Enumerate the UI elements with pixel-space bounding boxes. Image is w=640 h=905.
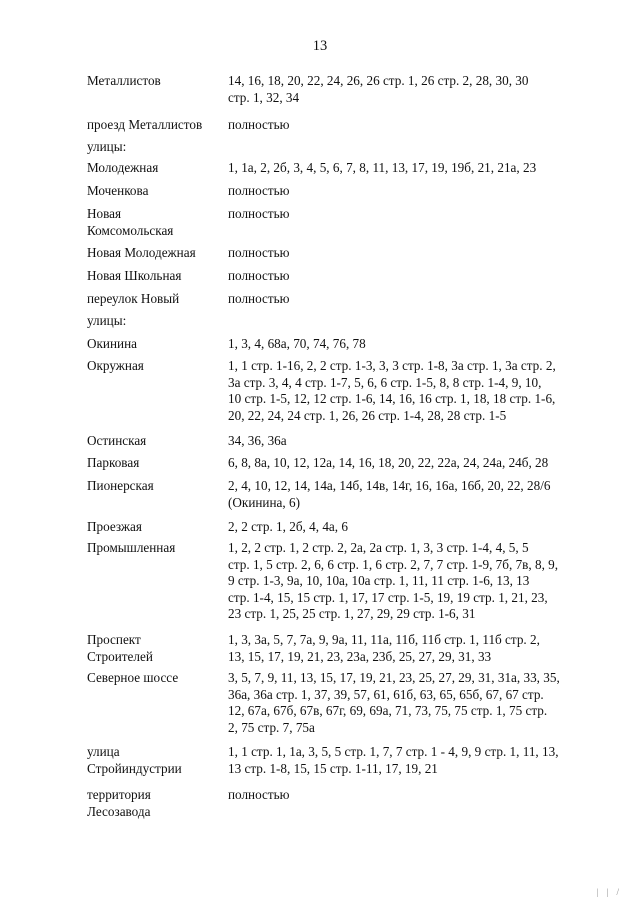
- street-name: проезд Металлистов: [87, 117, 203, 132]
- house-numbers: [228, 519, 613, 536]
- house-numbers: [228, 73, 613, 106]
- house-numbers-line: 6, 8, 8а, 10, 12, 12а, 14, 16, 18, 20, 22, 22а, 24, 24а, 24б, 28: [228, 455, 549, 470]
- house-numbers: [228, 245, 613, 262]
- street-name: Новая Школьная: [87, 268, 182, 283]
- house-numbers: [228, 206, 613, 223]
- house-numbers: [228, 183, 613, 200]
- house-numbers-line: 34, 36, 36а: [228, 433, 287, 448]
- scan-mark: | | /: [596, 887, 622, 897]
- house-numbers: [228, 670, 613, 736]
- house-numbers-line: 3а стр. 3, 4, 4 стр. 1-7, 5, 6, 6 стр. 1-5, 8, 8 стр. 1-4, 9, 10,: [228, 374, 542, 390]
- house-numbers-line: 20, 22, 24, 24 стр. 1, 26, 26 стр. 1-4, 28, 28 стр. 1-5: [228, 407, 507, 423]
- house-numbers-line: 36а, 36а стр. 1, 37, 39, 57, 61, 61б, 63, 65, 65б, 67, 67 стр.: [228, 686, 544, 702]
- house-numbers-line: 1, 2, 2 стр. 1, 2 стр. 2, 2а, 2а стр. 1, 3, 3 стр. 1-4, 4, 5, 5: [228, 540, 529, 555]
- street-name: Проезжая: [87, 519, 142, 534]
- house-numbers-line: полностью: [228, 117, 290, 132]
- street-name: Новая Молодежная: [87, 245, 196, 260]
- house-numbers-line: 9 стр. 1-3, 9а, 10, 10а, 10а стр. 1, 11, 11 стр. 1-6, 13, 13: [228, 573, 530, 588]
- street-name: Окружная: [87, 358, 144, 373]
- house-numbers-line: 10 стр. 1-5, 12, 12 стр. 1-6, 14, 16, 16 стр. 1, 18, 18 стр. 1-6,: [228, 391, 556, 406]
- street-name: переулок Новый: [87, 291, 180, 306]
- house-numbers: [228, 455, 613, 472]
- house-numbers-line: 2, 4, 10, 12, 14, 14а, 14б, 14в, 14г, 16, 16а, 16б, 20, 22, 28/6: [228, 478, 551, 493]
- street-name: улицы:: [87, 313, 127, 328]
- house-numbers-line: 1, 1 стр. 1-16, 2, 2 стр. 1-3, 3, 3 стр. 1-8, 3а стр. 1, 3а стр. 2,: [228, 358, 556, 373]
- house-numbers-line: полностью: [228, 787, 290, 802]
- house-numbers-line: 3, 5, 7, 9, 11, 13, 15, 17, 19, 21, 23, 25, 27, 29, 31, 31а, 33, 35,: [228, 670, 560, 685]
- house-numbers-line: 1, 3, 3а, 5, 7, 7а, 9, 9а, 11, 11а, 11б, 11б стр. 1, 11б стр. 2,: [228, 632, 540, 647]
- street-name: территория Лесозавода: [87, 787, 151, 819]
- house-numbers-line: полностью: [228, 291, 290, 306]
- street-name: Моченкова: [87, 183, 149, 198]
- house-numbers-line: 14, 16, 18, 20, 22, 24, 26, 26 стр. 1, 26 стр. 2, 28, 30, 30: [228, 73, 529, 88]
- street-name: Окинина: [87, 336, 138, 351]
- house-numbers: [228, 478, 613, 511]
- page-number: 13: [312, 38, 328, 54]
- house-numbers-line: 1, 1а, 2, 2б, 3, 4, 5, 6, 7, 8, 11, 13, 17, 19, 19б, 21, 21а, 23: [228, 160, 537, 175]
- house-numbers-line: 1, 3, 4, 68а, 70, 74, 76, 78: [228, 336, 366, 351]
- street-name: Проспект Строителей: [87, 632, 153, 664]
- street-name: улица Стройиндустрии: [87, 744, 182, 776]
- house-numbers-line: 2, 2 стр. 1, 2б, 4, 4а, 6: [228, 519, 348, 534]
- house-numbers-line: полностью: [228, 206, 290, 221]
- house-numbers-line: стр. 1, 32, 34: [228, 89, 300, 105]
- house-numbers: [228, 336, 613, 353]
- house-numbers-line: 1, 1 стр. 1, 1а, 3, 5, 5 стр. 1, 7, 7 стр. 1 - 4, 9, 9 стр. 1, 11, 13,: [228, 744, 559, 759]
- street-name: Парковая: [87, 455, 140, 470]
- house-numbers: [228, 117, 613, 134]
- street-name: Северное шоссе: [87, 670, 179, 685]
- street-name: улицы:: [87, 139, 127, 154]
- house-numbers-line: 13, 15, 17, 19, 21, 23, 23а, 23б, 25, 27, 29, 31, 33: [228, 648, 492, 664]
- house-numbers-line: 13 стр. 1-8, 15, 15 стр. 1-11, 17, 19, 21: [228, 760, 438, 776]
- house-numbers-line: полностью: [228, 245, 290, 260]
- house-numbers: [228, 291, 613, 308]
- house-numbers: [228, 787, 613, 804]
- house-numbers-line: полностью: [228, 268, 290, 283]
- street-name: Пионерская: [87, 478, 154, 493]
- street-name: Молодежная: [87, 160, 159, 175]
- house-numbers: [228, 433, 613, 450]
- house-numbers-line: 2, 75 стр. 7, 75а: [228, 719, 315, 735]
- street-name: Остинская: [87, 433, 147, 448]
- street-name: Металлистов: [87, 73, 161, 88]
- house-numbers-line: 12, 67а, 67б, 67в, 67г, 69, 69а, 71, 73, 75, 75 стр. 1, 75 стр.: [228, 703, 548, 718]
- house-numbers: [228, 160, 613, 177]
- house-numbers-line: (Окинина, 6): [228, 494, 300, 510]
- house-numbers: [228, 268, 613, 285]
- house-numbers-line: стр. 1-4, 15, 15 стр. 1, 17, 17 стр. 1-5, 19, 19 стр. 1, 21, 23,: [228, 589, 548, 605]
- street-name: Промышленная: [87, 540, 176, 555]
- house-numbers: [228, 632, 613, 665]
- house-numbers: [228, 540, 613, 623]
- house-numbers-line: 23 стр. 1, 25, 25 стр. 1, 27, 29, 29 стр. 1-6, 31: [228, 606, 476, 621]
- house-numbers: [228, 744, 613, 777]
- house-numbers-line: стр. 1, 5 стр. 2, 6, 6 стр. 1, 6 стр. 2, 7, 7 стр. 1-9, 7б, 7в, 8, 9,: [228, 556, 559, 572]
- street-name: Новая Комсомольская: [87, 206, 174, 238]
- house-numbers-line: полностью: [228, 183, 290, 198]
- house-numbers: [228, 358, 613, 424]
